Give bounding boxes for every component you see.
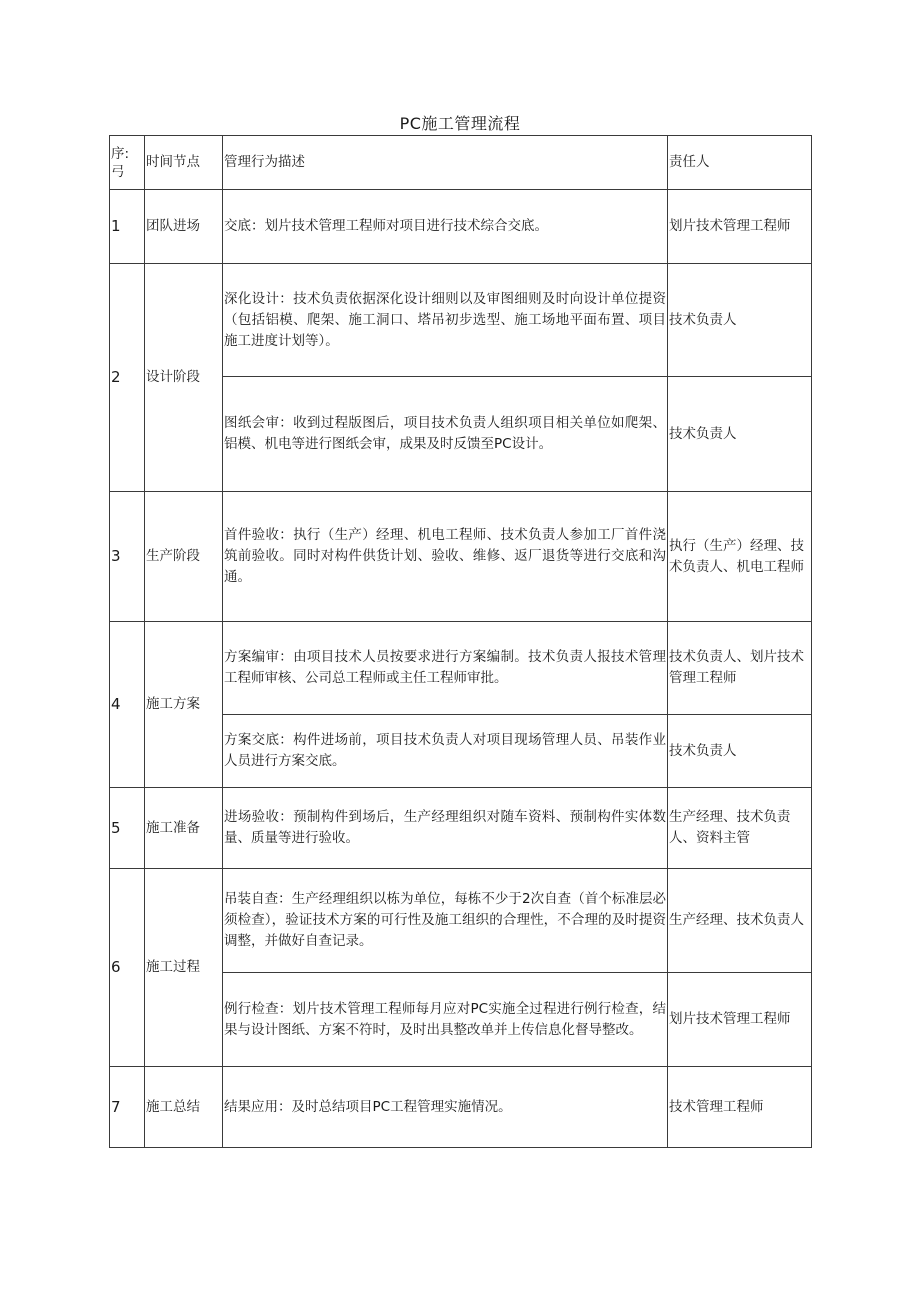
row-owner: 生产经理、技术负责人 [668,869,812,973]
row-description: 交底：划片技术管理工程师对项目进行技术综合交底。 [223,190,668,264]
row-description: 进场验收：预制构件到场后，生产经理组织对随车资料、预制构件实体数量、质量等进行验收。 [223,788,668,869]
row-description: 图纸会审：收到过程版图后，项目技术负责人组织项目相关单位如爬架、铝模、机电等进行图纸会审，成果及时反馈至PC设计。 [223,377,668,492]
row-description: 结果应用：及时总结项目PC工程管理实施情况。 [223,1067,668,1148]
table-row [110,788,812,869]
row-stage: 施工总结 [145,1067,223,1148]
row-owner: 技术负责人 [668,264,812,377]
row-stage: 施工过程 [145,869,223,1067]
page-title: PC施工管理流程 [399,114,521,133]
row-owner: 执行（生产）经理、技术负责人、机电工程师 [668,492,812,622]
header-no: 序: 弓 [110,136,145,190]
table-row [110,492,812,622]
row-number: 4 [110,622,145,788]
row-stage: 生产阶段 [145,492,223,622]
row-number: 3 [110,492,145,622]
header-stage: 时间节点 [145,136,223,190]
row-owner: 技术负责人、划片技术管理工程师 [668,622,812,715]
row-owner: 技术负责人 [668,377,812,492]
table-row [110,190,812,264]
table-row [110,1067,812,1148]
row-number: 1 [110,190,145,264]
header-owner: 责任人 [668,136,812,190]
row-stage: 设计阶段 [145,264,223,492]
row-description: 例行检查：划片技术管理工程师每月应对PC实施全过程进行例行检查，结果与设计图纸、方案不符时，及时出具整改单并上传信息化督导整改。 [223,973,668,1067]
row-stage: 施工准备 [145,788,223,869]
row-number: 5 [110,788,145,869]
header-desc: 管理行为描述 [223,136,668,190]
row-owner: 划片技术管理工程师 [668,973,812,1067]
row-description: 首件验收：执行（生产）经理、机电工程师、技术负责人参加工厂首件浇筑前验收。同时对构件供货计划、验收、维修、返厂退货等进行交底和沟通。 [223,492,668,622]
row-number: 6 [110,869,145,1067]
row-number: 7 [110,1067,145,1148]
row-description: 方案编审：由项目技术人员按要求进行方案编制。技术负责人报技术管理工程师审核、公司总工程师或主任工程师审批。 [223,622,668,715]
row-owner: 技术管理工程师 [668,1067,812,1148]
table-row [110,622,812,715]
row-stage: 施工方案 [145,622,223,788]
table-header-row [110,136,812,190]
row-owner: 生产经理、技术负责人、资料主管 [668,788,812,869]
table-row [110,869,812,973]
row-owner: 技术负责人 [668,715,812,788]
row-number: 2 [110,264,145,492]
row-stage: 团队进场 [145,190,223,264]
table-row [110,264,812,377]
row-description: 深化设计：技术负责依据深化设计细则以及审图细则及时向设计单位提资（包括铝模、爬架、施工洞口、塔吊初步选型、施工场地平面布置、项目施工进度计划等）。 [223,264,668,377]
row-description: 吊装自查：生产经理组织以栋为单位，每栋不少于2次自查（首个标准层必须检查），验证技术方案的可行性及施工组织的合理性，不合理的及时提资调整，并做好自查记录。 [223,869,668,973]
row-owner: 划片技术管理工程师 [668,190,812,264]
row-description: 方案交底：构件进场前，项目技术负责人对项目现场管理人员、吊装作业人员进行方案交底。 [223,715,668,788]
process-table [109,135,812,1148]
